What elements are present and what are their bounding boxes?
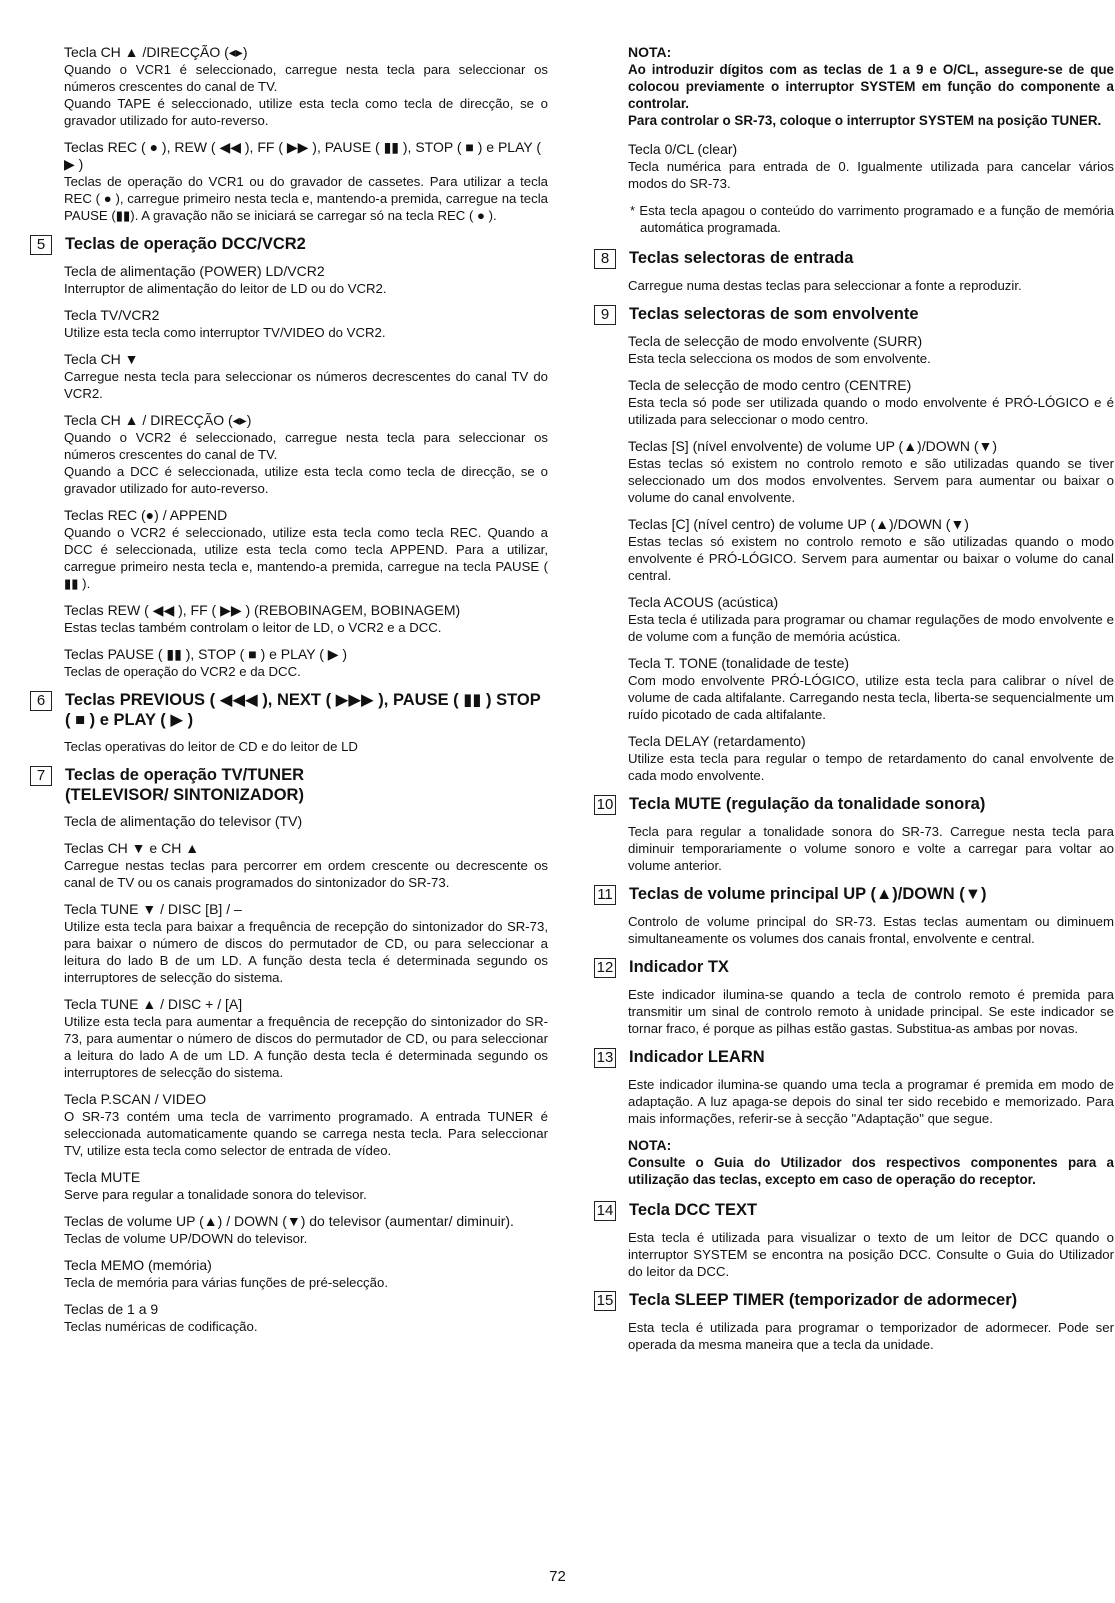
entry — [64, 901, 548, 986]
entry — [64, 1169, 548, 1203]
section-number-box: 10 — [594, 795, 616, 815]
section-title-line: (TELEVISOR/ SINTONIZADOR) — [65, 786, 304, 804]
entry-title: Tecla de alimentação do televisor (TV) — [64, 813, 303, 829]
section-number-box: 6 — [30, 691, 52, 711]
section-title-line: Indicador LEARN — [629, 1048, 765, 1066]
section-title — [65, 765, 304, 805]
section-heading — [594, 248, 1114, 269]
entry-paragraph: Esta tecla só pode ser utilizada quando o modo envolvente é PRÓ-LÓGICO e é utilizada para seleccionar o modo centro. — [628, 395, 1114, 427]
entry-title: Tecla TUNE ▼ / DISC [B] / – — [64, 901, 242, 917]
entry-body — [628, 823, 1114, 874]
entry — [64, 602, 548, 636]
entry-body — [64, 1318, 548, 1335]
entry — [64, 1213, 548, 1247]
entry-paragraph: Estas teclas só existem no controlo remoto e são utilizadas quando o modo envolvente é PRÓ-LÓGICO. Servem para aumentar ou baixar o volume do canal central. — [628, 534, 1114, 583]
entry-title: Teclas REW ( ◀◀ ), FF ( ▶▶ ) (REBOBINAGEM, BOBINAGEM) — [64, 602, 461, 618]
section-12 — [594, 957, 1114, 1037]
entry-title: Tecla CH ▼ — [64, 351, 139, 367]
section-number-box: 8 — [594, 249, 616, 269]
section-9 — [594, 304, 1114, 784]
entry-title: Tecla CH ▲ / DIRECÇÃO (◂▸) — [64, 412, 252, 428]
entry-paragraph: Carregue nesta tecla para seleccionar os números decrescentes do canal TV do VCR2. — [64, 369, 548, 401]
entry-title: Tecla CH ▲ /DIRECÇÃO (◂▸) — [64, 44, 248, 60]
entry-paragraph: Teclas de volume UP/DOWN do televisor. — [64, 1231, 308, 1246]
section-title-line: Indicador TX — [629, 958, 729, 976]
note-wrapper — [594, 1137, 1114, 1188]
entry-paragraph: Quando o VCR2 é seleccionado, utilize esta tecla como tecla REC. Quando a DCC é seleccionada, utilize esta tecla como tecla APPEND. Para a utilizar, carregue primeiro nesta tecla e, mantendo-a premida, carregue na tecla PAUSE ( ▮▮ ). — [64, 525, 548, 591]
entry-body — [628, 913, 1114, 947]
entry-title: Tecla DELAY (retardamento) — [628, 733, 806, 749]
entry-title: Teclas CH ▼ e CH ▲ — [64, 840, 200, 856]
section-5 — [30, 234, 548, 680]
entry-body — [64, 857, 548, 891]
entry-body — [628, 672, 1114, 723]
entry-paragraph: Esta tecla é utilizada para visualizar o texto de um leitor de DCC quando o interruptor SYSTEM se encontra na posição DCC. Consulte o Guia do Utilizador do leitor da DCC. — [628, 1230, 1114, 1279]
entry-body — [628, 158, 1114, 192]
entry — [64, 44, 548, 129]
entry-paragraph: O SR-73 contém uma tecla de varrimento programado. A entrada TUNER é seleccionada automaticamente quando se carrega nesta tecla. Para seleccionar TV, utilize esta tecla como selector de entrada de vídeo. — [64, 1109, 548, 1158]
footnote: * Esta tecla apagou o conteúdo do varrimento programado e a função de memória automática programada. — [630, 203, 1114, 235]
section-title-line: ( ■ ) e PLAY ( ▶ ) — [65, 711, 194, 729]
section-entries — [594, 823, 1114, 874]
left-sections — [30, 234, 548, 1335]
entry-paragraph: Utilize esta tecla como interruptor TV/VIDEO do VCR2. — [64, 325, 386, 340]
entry-paragraph: Teclas de operação do VCR2 e da DCC. — [64, 664, 301, 679]
note-paragraph: Para controlar o SR-73, coloque o interruptor SYSTEM na posição TUNER. — [628, 113, 1102, 128]
entry — [628, 333, 1114, 367]
entry-paragraph: Esta tecla é utilizada para programar o temporizador de adormecer. Pode ser operada da mesma maneira que a tecla da unidade. — [628, 1320, 1114, 1352]
section-number-box: 7 — [30, 766, 52, 786]
note-paragraph: Ao introduzir dígitos com as teclas de 1 a 9 e O/CL, assegure-se de que colocou previamente o interruptor SYSTEM em função do componente a controlar. — [628, 62, 1114, 111]
entry-body — [64, 1108, 548, 1159]
entry-title: Teclas [S] (nível envolvente) de volume UP (▲)/DOWN (▼) — [628, 438, 998, 454]
entry-body — [64, 61, 548, 129]
entry-paragraph: Serve para regular a tonalidade sonora do televisor. — [64, 1187, 367, 1202]
entry — [64, 1257, 548, 1291]
right-intro — [594, 44, 1114, 236]
note-label: NOTA: — [628, 44, 672, 60]
entry-title: Tecla 0/CL (clear) — [628, 141, 738, 157]
entry — [64, 646, 548, 680]
entry — [64, 507, 548, 592]
section-entries — [594, 277, 1114, 294]
section-heading — [594, 1290, 1114, 1311]
entry-paragraph: Teclas numéricas de codificação. — [64, 1319, 258, 1334]
section-entries — [594, 1229, 1114, 1280]
section-7 — [30, 765, 548, 1335]
entry — [628, 823, 1114, 874]
entry-paragraph: Tecla de memória para várias funções de pré-selecção. — [64, 1275, 388, 1290]
entry-body — [64, 429, 548, 497]
section-title — [629, 1200, 757, 1220]
entry-body — [628, 986, 1114, 1037]
section-number-box: 5 — [30, 235, 52, 255]
entry — [64, 738, 548, 755]
section-8 — [594, 248, 1114, 294]
section-number-box: 13 — [594, 1048, 616, 1068]
section-entries — [30, 813, 548, 1335]
entry-body — [628, 611, 1114, 645]
entry-paragraph: Quando a DCC é seleccionada, utilize esta tecla como tecla de direcção, se o gravador utilizado for auto-reverso. — [64, 464, 548, 496]
entry — [628, 1229, 1114, 1280]
entry-title: Tecla P.SCAN / VIDEO — [64, 1091, 207, 1107]
section-title — [629, 794, 985, 814]
entry-paragraph: Utilize esta tecla para aumentar a frequência de recepção do sintonizador do SR-73, para aumentar o número de discos do permutador de CD, ou para seleccionar a leitura do lado A de um LD. A função desta tecla é determinada segundo os interruptores de selecção do sistema. — [64, 1014, 548, 1080]
entry — [64, 307, 548, 341]
section-title — [629, 957, 729, 977]
entry-paragraph: Quando TAPE é seleccionado, utilize esta tecla como tecla de direcção, se o gravador utilizado for auto-reverso. — [64, 96, 548, 128]
entry-paragraph: Tecla numérica para entrada de 0. Igualmente utilizada para cancelar vários modos do SR-73. — [628, 159, 1114, 191]
entry-body — [628, 1229, 1114, 1280]
section-title — [629, 248, 853, 268]
section-heading — [30, 234, 548, 255]
right-pre-entries — [628, 141, 1114, 192]
entry — [628, 733, 1114, 784]
entry-title: Teclas [C] (nível centro) de volume UP (▲)/DOWN (▼) — [628, 516, 969, 532]
entry-title: Tecla MEMO (memória) — [64, 1257, 212, 1273]
section-heading — [594, 957, 1114, 978]
entry — [64, 1301, 548, 1335]
entry-paragraph: Quando o VCR2 é seleccionado, carregue nesta tecla para seleccionar os números crescentes do canal de TV. — [64, 430, 548, 462]
entry-body — [64, 173, 548, 224]
note-label: NOTA: — [628, 1137, 672, 1153]
section-number-box: 15 — [594, 1291, 616, 1311]
entry-paragraph: Teclas operativas do leitor de CD e do leitor de LD — [64, 739, 358, 754]
section-heading — [594, 1200, 1114, 1221]
section-number-box: 14 — [594, 1201, 616, 1221]
section-number-box: 9 — [594, 305, 616, 325]
section-entries — [30, 263, 548, 680]
section-entries — [594, 913, 1114, 947]
section-entries — [594, 1319, 1114, 1353]
section-title — [629, 884, 987, 904]
section-11 — [594, 884, 1114, 947]
entry — [628, 1319, 1114, 1353]
section-title — [65, 234, 306, 254]
section-heading — [594, 304, 1114, 325]
entry — [628, 277, 1114, 294]
entry — [628, 377, 1114, 428]
section-14 — [594, 1200, 1114, 1280]
entry-title: Teclas REC (●) / APPEND — [64, 507, 228, 523]
entry-body — [628, 455, 1114, 506]
entry-body — [628, 533, 1114, 584]
entry-title: Tecla T. TONE (tonalidade de teste) — [628, 655, 850, 671]
entry-body — [64, 619, 548, 636]
entry-paragraph: Quando o VCR1 é seleccionado, carregue nesta tecla para seleccionar os números crescentes do canal de TV. — [64, 62, 548, 94]
right-sections-continued — [594, 1200, 1114, 1353]
section-heading — [30, 765, 548, 805]
section-15 — [594, 1290, 1114, 1353]
entry — [628, 594, 1114, 645]
entry-paragraph: Interruptor de alimentação do leitor de LD ou do VCR2. — [64, 281, 387, 296]
note-user-guide — [628, 1137, 1114, 1188]
entry-body — [64, 738, 548, 755]
entry-title: Tecla TV/VCR2 — [64, 307, 160, 323]
entry-body — [64, 524, 548, 592]
section-entries — [594, 1076, 1114, 1127]
section-title-line: Teclas PREVIOUS ( ◀◀◀ ), NEXT ( ▶▶▶ ), PAUSE ( ▮▮ ) STOP — [65, 691, 541, 709]
entry — [628, 1076, 1114, 1127]
section-entries — [594, 986, 1114, 1037]
entry — [64, 996, 548, 1081]
entry-title: Tecla de selecção de modo centro (CENTRE) — [628, 377, 912, 393]
entry — [64, 1091, 548, 1159]
entry-title: Tecla de selecção de modo envolvente (SURR) — [628, 333, 923, 349]
entry-body — [64, 1013, 548, 1081]
entry-paragraph: Carregue nestas teclas para percorrer em ordem crescente ou decrescente os canal de TV ou os canais programados do sintonizador do SR-73. — [64, 858, 548, 890]
entry-paragraph: Tecla para regular a tonalidade sonora do SR-73. Carregue nesta tecla para diminuir temporariamente o volume sonoro e volte a carregar para voltar ao volume anterior. — [628, 824, 1114, 873]
entry — [64, 813, 548, 830]
entry-title: Teclas REC ( ● ), REW ( ◀◀ ), FF ( ▶▶ ), PAUSE ( ▮▮ ), STOP ( ■ ) e PLAY ( ▶ ) — [64, 139, 542, 172]
section-title-line: Tecla MUTE (regulação da tonalidade sonora) — [629, 795, 986, 813]
entry-body — [628, 1319, 1114, 1353]
entry-paragraph: Este indicador ilumina-se quando a tecla de controlo remoto é premida para transmitir um sinal de controlo remoto à unidade principal. Se este indicador se tornar fraco, é porque as pilhas estão gastas. Substitua-as ambas por novas. — [628, 987, 1114, 1036]
entry-title: Tecla ACOUS (acústica) — [628, 594, 779, 610]
section-heading — [594, 1047, 1114, 1068]
section-title-line: Teclas de operação DCC/VCR2 — [65, 235, 306, 253]
section-entries — [594, 333, 1114, 784]
note-paragraph: Consulte o Guia do Utilizador dos respectivos componentes para a utilização das teclas, excepto em caso de operação do receptor. — [628, 1155, 1114, 1187]
entry — [64, 263, 548, 297]
section-title-line: Tecla SLEEP TIMER (temporizador de adormecer) — [629, 1291, 1018, 1309]
entry — [64, 412, 548, 497]
section-title-line: Teclas de operação TV/TUNER — [65, 766, 305, 784]
entry-paragraph: Este indicador ilumina-se quando uma tecla a programar é premida em modo de adaptação. A luz apaga-se depois do sinal ter sido recebido e memorizado. Para mais informações, referir-se à secção "Adaptação" que segue. — [628, 1077, 1114, 1126]
section-heading — [594, 794, 1114, 815]
entry-body — [64, 280, 548, 297]
section-title-line: Tecla DCC TEXT — [629, 1201, 758, 1219]
right-sections — [594, 248, 1114, 1127]
entry-body — [64, 324, 548, 341]
entry — [628, 986, 1114, 1037]
section-10 — [594, 794, 1114, 874]
entry — [64, 139, 548, 224]
section-6 — [30, 690, 548, 755]
section-title — [629, 1047, 765, 1067]
entry-paragraph: Esta tecla é utilizada para programar ou chamar regulações de modo envolvente e de volume com a função de memória acústica. — [628, 612, 1114, 644]
left-intro — [30, 44, 548, 224]
section-title — [629, 304, 919, 324]
entry-body — [64, 1230, 548, 1247]
entry-paragraph: Carregue numa destas teclas para seleccionar a fonte a reproduzir. — [628, 278, 1022, 293]
right-column — [594, 44, 1114, 1363]
entry — [64, 351, 548, 402]
section-heading — [594, 884, 1114, 905]
entry-title: Tecla de alimentação (POWER) LD/VCR2 — [64, 263, 325, 279]
note-body — [628, 61, 1114, 129]
entry — [628, 913, 1114, 947]
entry-body — [64, 918, 548, 986]
entry-paragraph: Estas teclas só existem no controlo remoto e são utilizadas quando se tiver seleccionado um dos modos envolventes. Servem para aumentar ou baixar o volume do canal envolvente. — [628, 456, 1114, 505]
section-title-line: Teclas de volume principal UP (▲)/DOWN (▼) — [629, 885, 987, 903]
left-column — [30, 44, 548, 1345]
section-entries — [30, 738, 548, 755]
entry — [628, 655, 1114, 723]
entry-body — [628, 394, 1114, 428]
page-number: 72 — [549, 1568, 566, 1585]
entry-paragraph: Estas teclas também controlam o leitor de LD, o VCR2 e a DCC. — [64, 620, 442, 635]
entry-paragraph: Esta tecla selecciona os modos de som envolvente. — [628, 351, 931, 366]
section-heading — [30, 690, 548, 730]
entry-title: Teclas PAUSE ( ▮▮ ), STOP ( ■ ) e PLAY ( ▶ ) — [64, 646, 348, 662]
entry-body — [628, 350, 1114, 367]
section-title-line: Teclas selectoras de som envolvente — [629, 305, 919, 323]
entry — [628, 516, 1114, 584]
entry-body — [64, 1186, 548, 1203]
entry-paragraph: Utilize esta tecla para regular o tempo de retardamento do canal envolvente de cada modo envolvente. — [628, 751, 1114, 783]
entry — [64, 840, 548, 891]
entry-body — [64, 368, 548, 402]
entry-title: Tecla MUTE — [64, 1169, 141, 1185]
entry-body — [628, 277, 1114, 294]
entry-body — [64, 1274, 548, 1291]
entry-body — [628, 750, 1114, 784]
section-title — [65, 690, 541, 730]
entry-paragraph: Utilize esta tecla para baixar a frequência de recepção do sintonizador do SR-73, para baixar o número de discos do permutador de CD, ou para seleccionar a leitura do lado B de um LD. A função desta tecla é determinada segundo os interruptores de selecção do sistema. — [64, 919, 548, 985]
entry-title: Teclas de volume UP (▲) / DOWN (▼) do televisor (aumentar/ diminuir). — [64, 1213, 514, 1229]
entry-body — [64, 663, 548, 680]
section-title-line: Teclas selectoras de entrada — [629, 249, 854, 267]
section-13 — [594, 1047, 1114, 1127]
entry-paragraph: Controlo de volume principal do SR-73. Estas teclas aumentam ou diminuem simultaneamente os volumes dos canais frontal, envolvente e central. — [628, 914, 1114, 946]
entry-title: Tecla TUNE ▲ / DISC + / [A] — [64, 996, 243, 1012]
section-title — [629, 1290, 1017, 1310]
section-number-box: 11 — [594, 885, 616, 905]
entry — [628, 141, 1114, 192]
entry-title: Teclas de 1 a 9 — [64, 1301, 159, 1317]
entry-paragraph: Teclas de operação do VCR1 ou do gravador de cassetes. Para utilizar a tecla REC ( ● ), carregue primeiro nesta tecla e, mantendo-a premida, carregue na tecla PAUSE (▮▮). A gravação não se iniciará se carregar só na tecla REC ( ● ). — [64, 174, 548, 223]
note-system-switch — [628, 44, 1114, 129]
entry-paragraph: Com modo envolvente PRÓ-LÓGICO, utilize esta tecla para calibrar o nível de volume de cada altifalante. Carregando nesta tecla, liberta-se sequencialmente um ruído picotado de cada altifalante. — [628, 673, 1114, 722]
note-body — [628, 1154, 1114, 1188]
section-number-box: 12 — [594, 958, 616, 978]
entry — [628, 438, 1114, 506]
entry-body — [628, 1076, 1114, 1127]
